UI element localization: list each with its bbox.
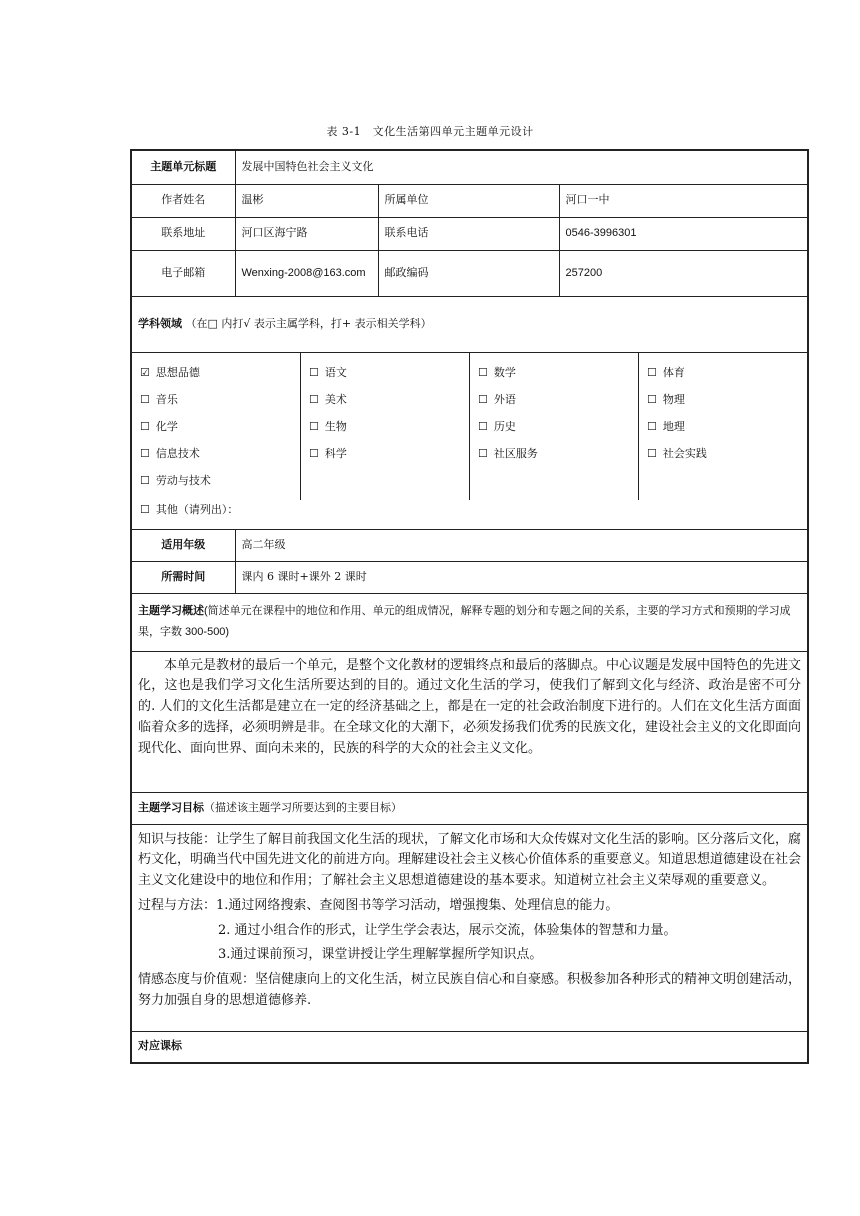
subject-label: 化学	[155, 419, 178, 433]
subject-label: 体育	[662, 365, 685, 379]
subject-label: 语文	[324, 365, 347, 379]
subject-column-4	[639, 353, 808, 500]
row-grade	[131, 529, 808, 561]
objectives-label: 主题学习目标	[138, 800, 204, 814]
row-email	[131, 250, 808, 296]
subject-label: 信息技术	[155, 446, 200, 460]
grade-value: 高二年级	[235, 529, 808, 561]
subject-label: 地理	[662, 419, 685, 433]
subject-item[interactable]	[478, 440, 638, 467]
grade-label: 适用年级	[131, 529, 235, 561]
email-value: Wenxing-2008@163.com	[235, 250, 378, 296]
subject-domain-header	[131, 296, 808, 352]
subject-column-3	[470, 353, 639, 500]
subject-item[interactable]	[647, 413, 808, 440]
zip-value: 257200	[559, 250, 808, 296]
subject-item[interactable]	[478, 359, 638, 386]
subject-item[interactable]	[647, 359, 808, 386]
checkbox-icon[interactable]: ☐	[140, 392, 150, 406]
subject-label: 音乐	[155, 392, 178, 406]
checkbox-icon[interactable]: ☐	[647, 419, 657, 433]
objectives-hint: （描述该主题学习所要达到的主要目标）	[204, 800, 402, 814]
address-label: 联系地址	[131, 217, 235, 250]
checkbox-icon[interactable]: ☐	[140, 446, 150, 460]
subject-label: 社会实践	[662, 446, 707, 460]
unit-title-label: 主题单元标题	[131, 150, 235, 184]
overview-hint: (简述单元在课程中的地位和作用、单元的组成情况，解释专题的划分和专题之间的关系，主要的学习方式和预期的学习成果，字数 300-500)	[138, 605, 791, 638]
subject-domain-hint: （在□ 内打√ 表示主属学科，打+ 表示相关学科）	[185, 316, 432, 330]
checkbox-icon[interactable]: ☐	[140, 473, 150, 487]
org-label: 所属单位	[378, 184, 559, 217]
checkbox-icon[interactable]: ☐	[478, 365, 488, 379]
subject-domain-label: 学科领域	[138, 316, 182, 330]
table-caption: 表 3-1 文化生活第四单元主题单元设计	[326, 125, 534, 138]
subject-label: 美术	[324, 392, 347, 406]
objective-process-1: 过程与方法：1.通过网络搜索、查阅图书等学习活动，增强搜集、处理信息的能力。	[138, 897, 619, 913]
checkbox-icon[interactable]: ☐	[478, 446, 488, 460]
objective-knowledge: 知识与技能：让学生了解目前我国文化生活的现状，了解文化市场和大众传媒对文化生活的影响。区分落后文化，腐朽文化，明确当代中国先进文化的前进方向。理解建设社会主义核心价值体系的重要意义。知道思想道德建设在社会主义文化建设中的地位和作用；了解社会主义思想道德建设的基本要求。知道树立社会主义荣辱观的重要意义。	[138, 831, 802, 889]
subject-label: 社区服务	[493, 446, 538, 460]
unit-design-table	[130, 149, 809, 1064]
checkbox-icon[interactable]: ☐	[647, 392, 657, 406]
checkbox-icon[interactable]: ☐	[140, 502, 150, 516]
checkbox-checked-icon[interactable]: ☑	[140, 365, 150, 379]
checkbox-icon[interactable]: ☐	[309, 392, 319, 406]
standards-label: 对应课标	[131, 1031, 808, 1063]
subject-label: 生物	[324, 419, 347, 433]
subject-column-2	[301, 353, 470, 500]
overview-cell	[131, 651, 808, 792]
row-overview-text	[131, 651, 808, 792]
hours-value: 课内 6 课时+课外 2 课时	[235, 561, 808, 593]
subject-item[interactable]	[140, 413, 300, 440]
subject-item[interactable]	[140, 467, 300, 494]
objectives-header	[131, 792, 808, 824]
address-value: 河口区海宁路	[235, 217, 378, 250]
row-overview-header	[131, 593, 808, 651]
subject-grid	[132, 353, 807, 493]
objective-process-2: 2. 通过小组合作的形式，让学生学会表达，展示交流，体验集体的智慧和力量。	[218, 922, 677, 938]
row-author	[131, 184, 808, 217]
row-objectives-text	[131, 824, 808, 1031]
objective-emotion: 情感态度与价值观：坚信健康向上的文化生活，树立民族自信心和自豪感。积极参加各种形式的精神文明创建活动，努力加强自身的思想道德修养.	[138, 972, 802, 1009]
phone-value: 0546-3996301	[559, 217, 808, 250]
subject-item[interactable]	[478, 386, 638, 413]
subject-label: 思想品德	[155, 365, 200, 379]
row-hours	[131, 561, 808, 593]
subject-label: 劳动与技术	[155, 473, 211, 487]
author-value: 温彬	[235, 184, 378, 217]
subject-label: 数学	[493, 365, 516, 379]
subject-item[interactable]	[309, 386, 469, 413]
subject-item[interactable]	[309, 359, 469, 386]
subject-item[interactable]	[140, 359, 300, 386]
subject-other-label: 其他（请列出）：	[155, 502, 239, 516]
row-standards	[131, 1031, 808, 1063]
subject-label: 历史	[493, 419, 516, 433]
overview-text: 本单元是教材的最后一个单元，是整个文化教材的逻辑终点和最后的落脚点。中心议题是发展中国特色的先进文化，这也是我们学习文化生活所要达到的目的。通过文化生活的学习，使我们了解到文化与经济、政治是密不可分的. 人们的文化生活都是建立在一定的经济基础之上，都是在一定的社会政治制度下进行的。人们在文化生活方面面临着众多的选择，必须明辨是非。在全球文化的大潮下，必须发扬我们优秀的民族文化，建设社会主义的文化即面向现代化、面向世界、面向未来的，民族的科学的大众的社会主义文化。	[138, 657, 802, 756]
subject-item[interactable]	[647, 386, 808, 413]
subject-label: 科学	[324, 446, 347, 460]
checkbox-icon[interactable]: ☐	[478, 392, 488, 406]
row-subject-domain	[131, 296, 808, 352]
zip-label: 邮政编码	[378, 250, 559, 296]
checkbox-icon[interactable]: ☐	[309, 446, 319, 460]
subject-item[interactable]	[140, 440, 300, 467]
row-objectives-header	[131, 792, 808, 824]
row-address	[131, 217, 808, 250]
subject-grid-cell	[131, 352, 808, 529]
subject-label: 物理	[662, 392, 685, 406]
checkbox-icon[interactable]: ☐	[309, 365, 319, 379]
phone-label: 联系电话	[378, 217, 559, 250]
overview-label: 主题学习概述	[138, 604, 204, 618]
subject-item[interactable]	[140, 386, 300, 413]
author-label: 作者姓名	[131, 184, 235, 217]
objective-process-3: 3.通过课前预习，课堂讲授让学生理解掌握所学知识点。	[218, 947, 543, 963]
unit-title-value: 发展中国特色社会主义文化	[235, 150, 808, 184]
subject-item[interactable]	[647, 440, 808, 467]
objectives-cell	[131, 824, 808, 1031]
org-value: 河口一中	[559, 184, 808, 217]
overview-header	[131, 593, 808, 651]
checkbox-icon[interactable]: ☐	[140, 419, 150, 433]
checkbox-icon[interactable]: ☐	[647, 365, 657, 379]
checkbox-icon[interactable]: ☐	[647, 446, 657, 460]
subject-label: 外语	[493, 392, 516, 406]
checkbox-icon[interactable]: ☐	[309, 419, 319, 433]
subject-item[interactable]	[309, 440, 469, 467]
checkbox-icon[interactable]: ☐	[478, 419, 488, 433]
subject-item[interactable]	[309, 413, 469, 440]
row-subject-grid	[131, 352, 808, 529]
subject-item[interactable]	[478, 413, 638, 440]
email-label: 电子邮箱	[131, 250, 235, 296]
hours-label: 所需时间	[131, 561, 235, 593]
subject-column-1	[132, 353, 301, 500]
row-unit-title	[131, 150, 808, 184]
